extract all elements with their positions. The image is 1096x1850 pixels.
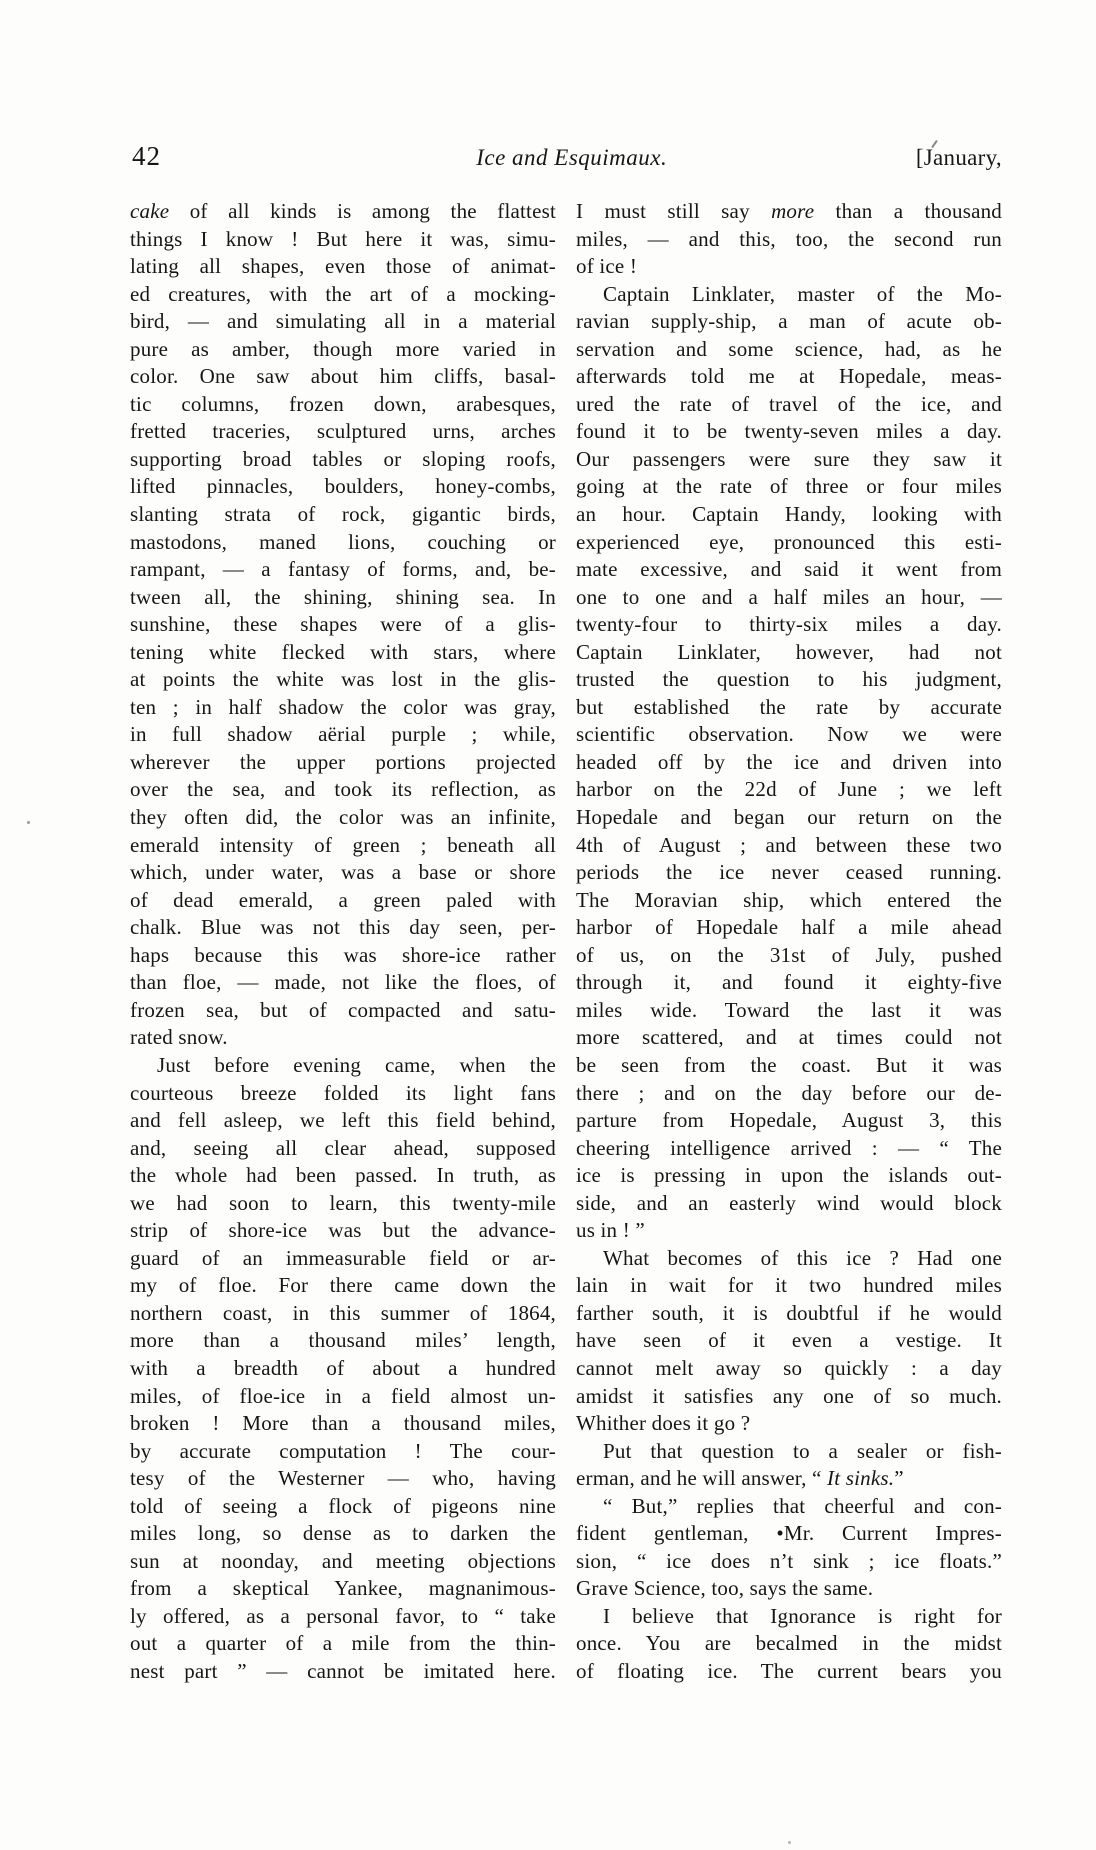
- scan-artifact-dot-bottom: [788, 1841, 791, 1844]
- text-line: 4th of August ; and between these two: [576, 832, 1002, 857]
- text-line: us in ! ”: [576, 1218, 645, 1243]
- text-line: tening white flecked with stars, where: [130, 639, 556, 664]
- text-line: haps because this was shore-ice rather: [130, 942, 556, 967]
- text-line: we had soon to learn, this twenty-mile: [130, 1190, 556, 1215]
- text-line: rated snow.: [130, 1025, 228, 1050]
- text-line: mate excessive, and said it went from: [576, 557, 1002, 582]
- text-line: wherever the upper portions projected: [130, 749, 556, 774]
- text-line: more scattered, and at times could not: [576, 1025, 1002, 1050]
- text-line: mastodons, maned lions, couching or: [130, 529, 556, 554]
- text-line: “ But,” replies that cheerful and con-: [603, 1493, 1002, 1518]
- text-line: have seen of it even a vestige. It: [576, 1328, 1002, 1353]
- text-line: miles wide. Toward the last it was: [576, 997, 1002, 1022]
- text-line: told of seeing a flock of pigeons nine: [130, 1493, 556, 1518]
- text-line: experienced eye, pronounced this esti-: [576, 529, 1002, 554]
- text-line: by accurate computation ! The cour-: [130, 1438, 556, 1463]
- text-line: I must still say more than a thousand: [576, 199, 1002, 223]
- text-line: sion, “ ice does n’t sink ; ice floats.”: [576, 1548, 1002, 1573]
- text-line: cheering intelligence arrived : — “ The: [576, 1135, 1002, 1160]
- text-line: Whither does it go ?: [576, 1411, 751, 1436]
- text-line: erman, and he will answer, “ It sinks.”: [576, 1466, 904, 1491]
- text-line: parture from Hopedale, August 3, this: [576, 1108, 1002, 1133]
- text-line: things I know ! But here it was, simu-: [130, 226, 556, 251]
- text-line: harbor of Hopedale half a mile ahead: [576, 915, 1002, 940]
- text-line: Just before evening came, when the: [157, 1052, 556, 1077]
- text-line: fretted traceries, sculptured urns, arches: [130, 419, 556, 444]
- text-line: headed off by the ice and driven into: [576, 749, 1002, 774]
- text-line: fident gentleman, •Mr. Current Impres-: [576, 1521, 1002, 1546]
- text-line: more than a thousand miles’ length,: [130, 1328, 556, 1353]
- text-line: farther south, it is doubtful if he would: [576, 1300, 1002, 1325]
- text-line: at points the white was lost in the glis-: [130, 667, 556, 692]
- text-line: my of floe. For there came down the: [130, 1273, 556, 1298]
- text-line: miles long, so dense as to darken the: [130, 1521, 556, 1546]
- text-line: Hopedale and began our return on the: [576, 805, 1002, 830]
- text-line: they often did, the color was an infinite,: [130, 805, 556, 830]
- text-column-left: [130, 198, 556, 1686]
- text-line: and fell asleep, we left this field behind,: [130, 1108, 556, 1133]
- text-line: trusted the question to his judgment,: [576, 667, 1002, 692]
- text-line: an hour. Captain Handy, looking with: [576, 502, 1002, 527]
- text-line: over the sea, and took its reflection, as: [130, 777, 556, 802]
- text-line: tic columns, frozen down, arabesques,: [130, 391, 556, 416]
- text-line: chalk. Blue was not this day seen, per-: [130, 915, 556, 940]
- text-line: than floe, — made, not like the floes, of: [130, 970, 556, 995]
- text-line: sun at noonday, and meeting objections: [130, 1548, 556, 1573]
- text-line: color. One saw about him cliffs, basal-: [130, 364, 556, 389]
- scan-artifact-dot-left: [27, 821, 30, 824]
- text-line: cake of all kinds is among the flattest: [130, 199, 556, 223]
- text-line: frozen sea, but of compacted and satu-: [130, 997, 556, 1022]
- text-line: servation and some science, had, as he: [576, 336, 1002, 361]
- text-line: and, seeing all clear ahead, supposed: [130, 1135, 556, 1160]
- text-line: the whole had been passed. In truth, as: [130, 1163, 556, 1188]
- text-line: lain in wait for it two hundred miles: [576, 1273, 1002, 1298]
- text-line: but established the rate by accurate: [576, 694, 1002, 719]
- text-line: Captain Linklater, however, had not: [576, 639, 1002, 664]
- text-columns: [130, 198, 1002, 1686]
- text-line: in full shadow aërial purple ; while,: [130, 722, 556, 747]
- text-line: side, and an easterly wind would block: [576, 1190, 1002, 1215]
- text-line: The Moravian ship, which entered the: [576, 887, 1002, 912]
- text-line: ured the rate of travel of the ice, and: [576, 391, 1002, 416]
- text-line: lating all shapes, even those of animat-: [130, 254, 556, 279]
- text-line: ravian supply-ship, a man of acute ob-: [576, 309, 1002, 334]
- text-line: pure as amber, though more varied in: [130, 336, 556, 361]
- text-line: miles, of floe-ice in a field almost un-: [130, 1383, 556, 1408]
- text-line: What becomes of this ice ? Had one: [603, 1245, 1002, 1270]
- text-line: tesy of the Westerner — who, having: [130, 1466, 556, 1491]
- text-line: bird, — and simulating all in a material: [130, 309, 556, 334]
- text-line: twenty-four to thirty-six miles a day.: [576, 612, 1002, 637]
- text-line: northern coast, in this summer of 1864,: [130, 1300, 556, 1325]
- book-page: [130, 136, 1002, 1686]
- page-number: 42: [132, 141, 161, 171]
- text-line: emerald intensity of green ; beneath all: [130, 832, 556, 857]
- text-line: of us, on the 31st of July, pushed: [576, 942, 1002, 967]
- text-line: there ; and on the day before our de-: [576, 1080, 1002, 1105]
- text-line: one to one and a half miles an hour, —: [576, 584, 1002, 609]
- text-line: lifted pinnacles, boulders, honey-combs,: [130, 474, 556, 499]
- text-line: ten ; in half shadow the color was gray,: [130, 694, 556, 719]
- text-line: sunshine, these shapes were of a glis-: [130, 612, 556, 637]
- text-line: scientific observation. Now we were: [576, 722, 1002, 747]
- text-line: of dead emerald, a green paled with: [130, 887, 556, 912]
- text-line: guard of an immeasurable field or ar-: [130, 1245, 556, 1270]
- text-line: rampant, — a fantasy of forms, and, be-: [130, 557, 556, 582]
- text-line: periods the ice never ceased running.: [576, 860, 1002, 885]
- page-header: [130, 136, 1002, 172]
- text-line: found it to be twenty-seven miles a day.: [576, 419, 1002, 444]
- text-line: ly offered, as a personal favor, to “ take: [130, 1603, 556, 1628]
- text-line: which, under water, was a base or shore: [130, 860, 556, 885]
- text-line: of ice !: [576, 254, 638, 279]
- text-line: supporting broad tables or sloping roofs,: [130, 446, 556, 471]
- text-line: out a quarter of a mile from the thin-: [130, 1631, 556, 1656]
- text-line: ice is pressing in upon the islands out-: [576, 1163, 1002, 1188]
- text-line: ed creatures, with the art of a mocking-: [130, 281, 556, 306]
- text-line: strip of shore-ice was but the advance-: [130, 1218, 556, 1243]
- text-line: through it, and found it eighty-five: [576, 970, 1002, 995]
- text-line: courteous breeze folded its light fans: [130, 1080, 556, 1105]
- text-line: I believe that Ignorance is right for: [603, 1603, 1002, 1628]
- text-line: be seen from the coast. But it was: [576, 1052, 1002, 1077]
- text-line: Put that question to a sealer or fish-: [603, 1438, 1002, 1463]
- text-line: harbor on the 22d of June ; we left: [576, 777, 1002, 802]
- text-line: with a breadth of about a hundred: [130, 1355, 556, 1380]
- text-line: cannot melt away so quickly : a day: [576, 1355, 1002, 1380]
- text-line: Our passengers were sure they saw it: [576, 446, 1002, 471]
- running-title: Ice and Esquimaux.: [476, 145, 668, 170]
- text-line: broken ! More than a thousand miles,: [130, 1411, 556, 1436]
- text-line: of floating ice. The current bears you: [576, 1658, 1002, 1683]
- text-line: Captain Linklater, master of the Mo-: [603, 281, 1002, 306]
- text-line: miles, — and this, too, the second run: [576, 226, 1002, 251]
- text-line: once. You are becalmed in the midst: [576, 1631, 1002, 1656]
- text-line: slanting strata of rock, gigantic birds,: [130, 502, 556, 527]
- text-line: from a skeptical Yankee, magnanimous-: [130, 1576, 556, 1601]
- text-line: afterwards told me at Hopedale, meas-: [576, 364, 1002, 389]
- text-column-right: [576, 198, 1002, 1686]
- text-line: going at the rate of three or four miles: [576, 474, 1002, 499]
- issue-date: [January,: [915, 145, 1002, 170]
- text-line: tween all, the shining, shining sea. In: [130, 584, 556, 609]
- text-line: nest part ” — cannot be imitated here.: [130, 1658, 556, 1683]
- text-line: Grave Science, too, says the same.: [576, 1576, 874, 1601]
- text-line: amidst it satisfies any one of so much.: [576, 1383, 1002, 1408]
